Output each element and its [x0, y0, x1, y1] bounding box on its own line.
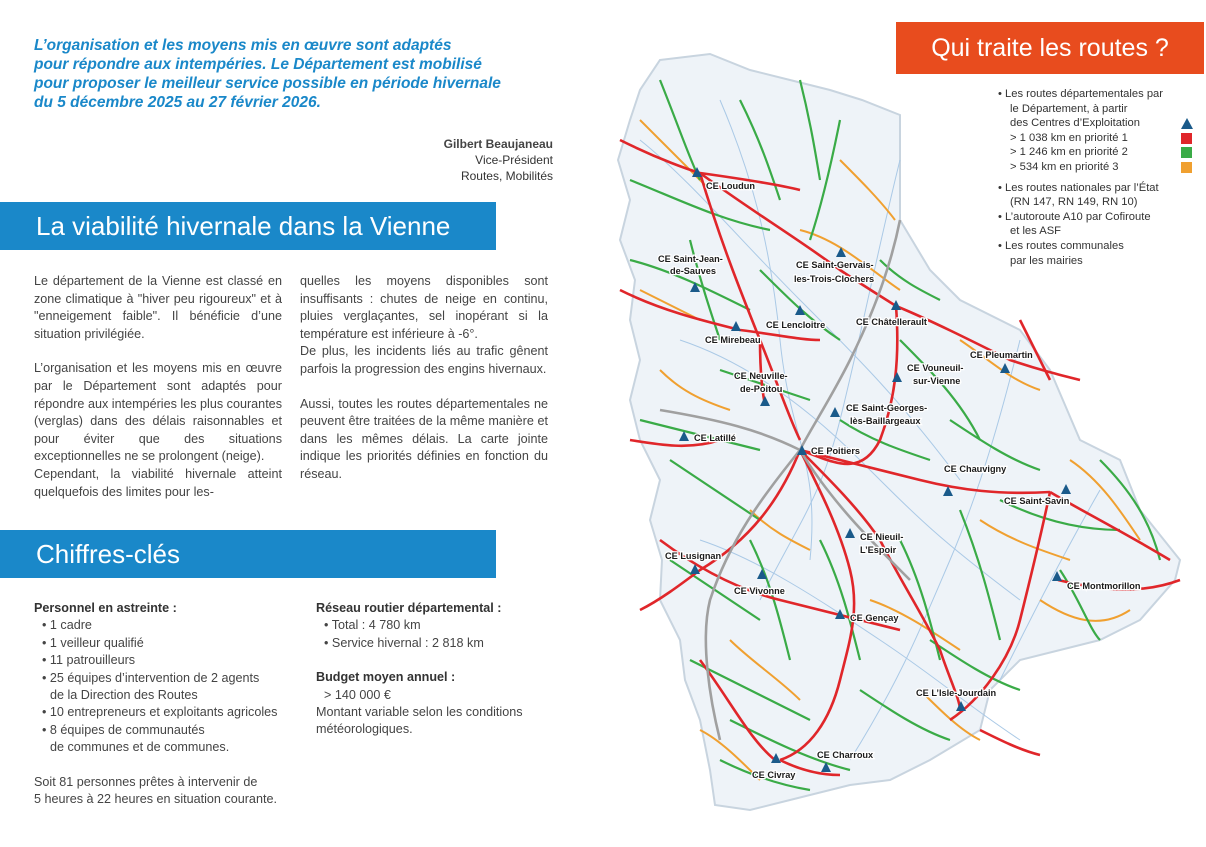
paragraph: De plus, les incidents liés au trafic gênent parfois la progression des engins hivernaux. — [300, 344, 548, 376]
legend-nat: • Les routes nationales par l’État — [998, 181, 1159, 194]
ce-label-saint-gervais: CE Saint-Gervais- — [796, 260, 874, 270]
map-title: Qui traite les routes ? — [896, 22, 1204, 74]
ce-label-saint-savin: CE Saint-Savin — [1004, 496, 1070, 506]
ce-label-vivonne: CE Vivonne — [734, 586, 785, 596]
map-legend — [998, 87, 1198, 268]
budget-note: Montant variable selon les conditions — [316, 705, 523, 720]
list-item: • 11 patrouilleurs — [42, 652, 314, 669]
legend-dep-ce — [998, 116, 1198, 131]
list-item: • 1 cadre — [42, 617, 314, 634]
text-column-left — [34, 273, 282, 518]
legend-a10: et les ASF — [1010, 225, 1061, 238]
personnel-list — [34, 617, 314, 756]
budget-value: > 140 000 € — [324, 687, 391, 702]
signature-name: Gilbert Beaujaneau — [443, 137, 553, 151]
personnel-footer: Soit 81 personnes prêtes à intervenir de — [34, 774, 258, 789]
signature-role: Vice-Président — [475, 153, 553, 167]
ce-label-latille: CE Latillé — [694, 433, 736, 443]
green-swatch-icon — [1181, 147, 1192, 158]
paragraph: Le département de la Vienne est classé en zone climatique à "hiver peu rigoureux" et à "enneigement faible". Il bénéficie d’une situation privilégiée. — [34, 274, 282, 341]
legend-p1 — [998, 131, 1198, 146]
paragraph: Cependant, la viabilité hivernale atteint quelquefois des limites pour les- — [34, 466, 282, 499]
ce-label-vouneuil: sur-Vienne — [913, 376, 961, 386]
ce-label-nieuil: L’Espoir — [860, 545, 897, 555]
signature-role: Routes, Mobilités — [460, 169, 553, 183]
reseau-block — [316, 600, 576, 739]
legend-nat: (RN 147, RN 149, RN 10) — [1010, 196, 1138, 209]
ce-label-montmorillon: CE Montmorillon — [1067, 581, 1141, 591]
ce-label-loudun: CE Loudun — [706, 181, 755, 191]
personnel-block — [34, 600, 314, 808]
reseau-heading: Réseau routier départemental : — [316, 601, 502, 615]
legend-com: • Les routes communales — [998, 239, 1124, 252]
ce-label-lencloitre: CE Lencloitre — [766, 320, 826, 330]
list-item: • 1 veilleur qualifié — [42, 635, 314, 652]
section-title-chiffres: Chiffres-clés — [0, 530, 496, 578]
ce-label-chatellerault: CE Châtellerault — [856, 317, 927, 327]
ce-triangle-icon — [1181, 118, 1193, 129]
intro-quote — [34, 36, 564, 112]
legend-p1-label: > 1 038 km en priorité 1 — [1010, 131, 1128, 144]
signature — [444, 136, 553, 184]
legend-p3-label: > 534 km en priorité 3 — [1010, 160, 1119, 173]
legend-dep-label: des Centres d’Exploitation — [1010, 117, 1140, 130]
ce-label-isle-jourdain: CE L’Isle-Jourdain — [916, 688, 997, 698]
personnel-footer: 5 heures à 22 heures en situation courante. — [34, 792, 277, 807]
ce-label-nieuil: CE Nieuil- — [860, 532, 904, 542]
ce-label-saint-gervais: les-Trois-Clochers — [794, 274, 875, 284]
paragraph: Aussi, toutes les routes départementales ne peuvent être traitées de la même manière et dans les mêmes délais. La carte jointe indique les priorités définies en fonction du réseau. — [300, 396, 548, 481]
orange-swatch-icon — [1181, 162, 1192, 173]
ce-label-charroux: CE Charroux — [817, 750, 874, 760]
budget-heading: Budget moyen annuel : — [316, 670, 456, 685]
legend-dep: • Les routes départementales par — [998, 88, 1163, 100]
ce-label-gencay: CE Gençay — [850, 613, 899, 623]
ce-label-neuville: CE Neuville- — [734, 371, 788, 381]
paragraph: L’organisation et les moyens mis en œuvre par le Département sont adaptés pour répondre aux intempéries les plus courantes (verglas) dans des délais raisonnables et pour éviter que des situations exceptionnelles ne se prolongent (neige). — [34, 361, 282, 464]
ce-label-saint-georges: lès-Baillargeaux — [850, 416, 921, 426]
paragraph: quelles les moyens disponibles sont insuffisants : chutes de neige en continu, pluies verglaçantes, sel inopérant si la température est inférieure à -6°. — [300, 274, 548, 341]
legend-p3 — [998, 160, 1198, 175]
ce-label-civray: CE Civray — [752, 770, 796, 780]
ce-label-lusignan: CE Lusignan — [665, 551, 722, 561]
budget-note: météorologiques. — [316, 722, 413, 737]
list-item: de communes et de communes. — [50, 740, 230, 755]
legend-a10: • L’autoroute A10 par Cofiroute — [998, 210, 1151, 223]
quote-line: pour répondre aux intempéries. Le Département est mobilisé — [34, 56, 482, 73]
ce-label-chauvigny: CE Chauvigny — [944, 464, 1007, 474]
ce-label-saint-georges: CE Saint-Georges- — [846, 403, 928, 413]
red-swatch-icon — [1181, 133, 1192, 144]
ce-label-saint-jean: de-Sauves — [670, 266, 716, 276]
text-column-right — [300, 273, 548, 501]
list-item: de la Direction des Routes — [50, 688, 198, 703]
quote-line: L’organisation et les moyens mis en œuvre sont adaptés — [34, 37, 452, 54]
list-item: • 10 entrepreneurs et exploitants agricoles — [42, 704, 314, 721]
legend-p2-label: > 1 246 km en priorité 2 — [1010, 146, 1128, 159]
ce-label-mirebeau: CE Mirebeau — [705, 335, 761, 345]
quote-line: du 5 décembre 2025 au 27 février 2026. — [34, 94, 321, 111]
list-item: • 25 équipes d’intervention de 2 agents — [42, 670, 314, 687]
legend-com: par les mairies — [1010, 254, 1083, 267]
list-item: • Service hivernal : 2 818 km — [324, 635, 576, 652]
ce-label-poitiers: CE Poitiers — [811, 446, 861, 456]
quote-line: pour proposer le meilleur service possible en période hivernale — [34, 75, 501, 92]
list-item: • Total : 4 780 km — [324, 617, 576, 634]
ce-label-vouneuil: CE Vouneuil- — [907, 363, 964, 373]
list-item: • 8 équipes de communautés — [42, 722, 314, 739]
ce-label-neuville: de-Poitou — [740, 384, 783, 394]
ce-label-pleumartin: CE Pleumartin — [970, 350, 1033, 360]
legend-p2 — [998, 145, 1198, 160]
reseau-list — [316, 617, 576, 652]
personnel-heading: Personnel en astreinte : — [34, 601, 177, 615]
legend-dep: le Département, à partir — [1010, 102, 1128, 115]
ce-label-saint-jean: CE Saint-Jean- — [658, 254, 723, 264]
section-title-viabilite: La viabilité hivernale dans la Vienne — [0, 202, 496, 250]
